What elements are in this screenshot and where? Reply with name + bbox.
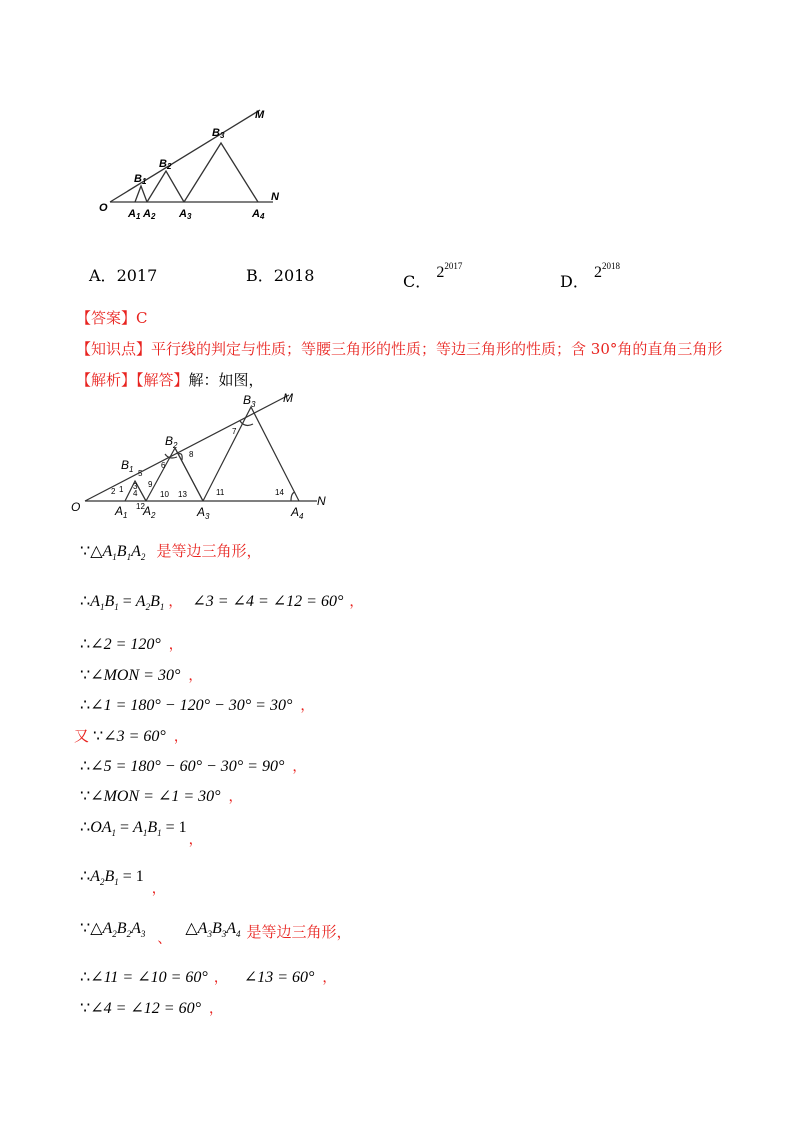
- label-a1: A1: [128, 208, 141, 221]
- equation-a: $A_1B_1 = A_2B_1$: [90, 593, 165, 612]
- option-letter: B．: [246, 266, 274, 285]
- step-note: 是等边三角形，: [156, 542, 262, 560]
- answer-line: [76, 308, 148, 328]
- analysis-tag: 【解析】【解答】: [76, 371, 189, 389]
- label-b1: B1: [134, 173, 147, 186]
- step-9: $\therefore OA_1 = A_1B_1 = 1$，: [80, 817, 203, 848]
- label-a2: $A_2$: [143, 504, 156, 520]
- angle-label-5: 5: [138, 469, 143, 478]
- step-1: $\because\triangle A_1B_1A_2$ 是等边三角形，: [80, 541, 262, 562]
- step-5: ∴∠1 = 180° − 120° − 30° = 30° ，: [80, 695, 315, 714]
- label-b3: B3: [212, 127, 225, 140]
- angle-label-12: 12: [136, 502, 145, 511]
- label-a2: A2: [143, 208, 156, 221]
- angle-label-4: 4: [133, 489, 138, 498]
- figure-2: [65, 388, 345, 520]
- option-value: 2018: [273, 266, 315, 285]
- equation-b: ∠3 = ∠4 = ∠12 = 60°: [192, 593, 344, 610]
- analysis-text: 解：如图，: [188, 371, 264, 389]
- answer-value: C: [136, 309, 148, 327]
- label-n: N: [317, 494, 326, 508]
- label-b3: $B_3$: [243, 393, 256, 409]
- label-a1: $A_1$: [115, 504, 128, 520]
- step-2: $\therefore A_1B_1 = A_2B_1$ ， ∠3 = ∠4 = ∠12 = 60° ，: [80, 591, 364, 612]
- option-power: $2^{2017}$: [436, 261, 463, 281]
- angle-label-11: 11: [216, 488, 225, 497]
- ray-om: [110, 110, 260, 202]
- option-b: [246, 266, 314, 286]
- triangle-3: [203, 407, 299, 501]
- step-8: ∵∠MON = ∠1 = 30° ，: [80, 786, 243, 805]
- step-11: $\because\triangle A_2B_2A_3$ 、$\triangle A_3B_3A_4$ 是等边三角形，: [80, 918, 352, 947]
- angle-label-10: 10: [160, 490, 169, 499]
- step-7: ∴∠5 = 180° − 60° − 30° = 90° ，: [80, 756, 307, 775]
- knowledge-text: 平行线的判定与性质；等腰三角形的性质；等边三角形的性质；含 30°角的直角三角形: [151, 340, 723, 358]
- knowledge-line: [76, 339, 722, 359]
- option-c: [403, 261, 463, 293]
- answer-tag: 【答案】: [76, 309, 137, 327]
- angle-label-14: 14: [275, 488, 284, 497]
- angle-label-13: 13: [178, 490, 187, 499]
- option-value: 2017: [116, 266, 158, 285]
- knowledge-tag: 【知识点】: [76, 340, 152, 358]
- label-n: N: [271, 191, 279, 203]
- triangle-expr: $\triangle A_1B_1A_2$: [90, 543, 146, 562]
- step-4: ∵∠MON = 30° ，: [80, 665, 203, 684]
- angle-label-2: 2: [111, 487, 116, 496]
- label-b2: B2: [159, 158, 172, 171]
- label-o: O: [71, 500, 81, 514]
- step-note: 是等边三角形，: [246, 923, 352, 941]
- label-a4: $A_4$: [291, 505, 304, 520]
- figure-1: [95, 100, 300, 225]
- angle-arc-14: [291, 492, 295, 501]
- step-6: 又 ∵∠3 = 60° ，: [74, 726, 188, 745]
- label-a3: A3: [179, 208, 192, 221]
- triangle-2: [146, 448, 203, 501]
- step-10: $\therefore A_2B_1 = 1$，: [80, 866, 166, 897]
- step-12: ∴∠11 = ∠10 = 60° ， ∠13 = 60° ，: [80, 967, 337, 986]
- option-letter: A．: [89, 266, 117, 285]
- angle-label-8: 8: [189, 450, 194, 459]
- triangle-1: [135, 186, 147, 202]
- option-d: [560, 261, 620, 293]
- label-b2: $B_2$: [165, 434, 178, 450]
- step-13: ∵∠4 = ∠12 = 60° ，: [80, 998, 223, 1017]
- angle-label-9: 9: [148, 480, 153, 489]
- option-power: $2^{2018}$: [593, 261, 620, 281]
- angle-label-1: 1: [119, 485, 124, 494]
- triangle-3: [184, 143, 258, 202]
- analysis-line: [76, 370, 264, 390]
- label-m: M: [283, 391, 293, 405]
- option-letter: C．: [403, 272, 432, 291]
- label-m: M: [255, 109, 265, 121]
- ray-om: [85, 395, 289, 501]
- step-3: ∴∠2 = 120° ，: [80, 634, 183, 653]
- option-a: [89, 266, 157, 286]
- label-b1: $B_1$: [121, 458, 134, 474]
- label-a4: A4: [252, 208, 265, 221]
- option-letter: D．: [560, 272, 589, 291]
- angle-label-3: 3: [133, 482, 138, 491]
- angle-label-7: 7: [232, 427, 237, 436]
- angle-label-6: 6: [161, 461, 166, 470]
- label-o: O: [99, 202, 108, 214]
- label-a3: $A_3$: [197, 505, 210, 520]
